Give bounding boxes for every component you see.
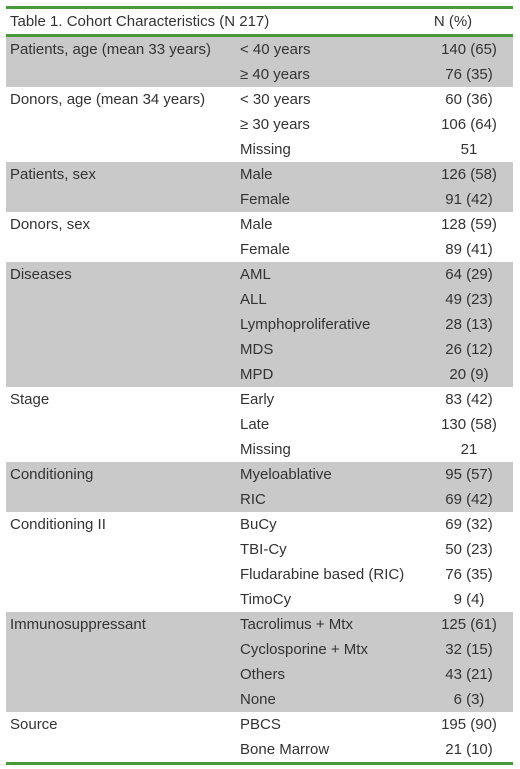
count-percent-value: 76 (35) [445, 66, 493, 83]
subcategory-label: Missing [240, 141, 291, 158]
category-label: Stage [10, 391, 50, 408]
category-label: Diseases [10, 266, 72, 283]
count-percent-value: 140 (65) [441, 41, 497, 58]
subcategory-label: Missing [240, 441, 291, 458]
row-group [6, 512, 513, 612]
subcategory-label: Female [240, 241, 291, 258]
count-percent-value: 83 (42) [445, 391, 493, 408]
table-row [6, 362, 513, 387]
subcategory-label: TimoCy [240, 591, 292, 608]
count-percent-value: 130 (58) [441, 416, 497, 433]
table-row [6, 62, 513, 87]
table-row [6, 337, 513, 362]
count-percent-value: 69 (32) [445, 516, 493, 533]
table-row [6, 687, 513, 712]
row-group [6, 37, 513, 87]
category-label: Donors, sex [10, 216, 91, 233]
table-row [6, 712, 513, 737]
count-percent-value: 32 (15) [445, 641, 493, 658]
table-row [6, 187, 513, 212]
count-percent-value: 91 (42) [445, 191, 493, 208]
count-percent-value: 128 (59) [441, 216, 497, 233]
subcategory-label: Male [240, 166, 273, 183]
table-row [6, 37, 513, 62]
subcategory-label: TBI-Cy [240, 541, 287, 558]
table-row [6, 87, 513, 112]
table-row [6, 162, 513, 187]
category-label: Patients, age (mean 33 years) [10, 41, 211, 58]
subcategory-label: < 30 years [240, 91, 311, 108]
table-row [6, 212, 513, 237]
row-group [6, 462, 513, 512]
subcategory-label: Others [240, 666, 286, 683]
table-row [6, 562, 513, 587]
table-row [6, 312, 513, 337]
count-percent-value: 49 (23) [445, 291, 493, 308]
subcategory-label: MDS [240, 341, 274, 358]
count-percent-value: 26 (12) [445, 341, 493, 358]
subcategory-label: ≥ 30 years [240, 116, 310, 133]
category-label: Source [10, 716, 58, 733]
table-header [6, 9, 513, 37]
category-label: Patients, sex [10, 166, 96, 183]
subcategory-label: AML [240, 266, 271, 283]
count-percent-value: 195 (90) [441, 716, 497, 733]
table-row [6, 637, 513, 662]
table-row [6, 387, 513, 412]
row-group [6, 262, 513, 387]
count-percent-value: 43 (21) [445, 666, 493, 683]
n-percent-header: N (%) [433, 13, 473, 30]
row-group [6, 212, 513, 262]
table-row [6, 537, 513, 562]
category-label: Conditioning [10, 466, 94, 483]
table-row [6, 587, 513, 612]
table-row [6, 612, 513, 637]
count-percent-value: 69 (42) [445, 491, 493, 508]
count-percent-value: 76 (35) [445, 566, 493, 583]
row-group [6, 87, 513, 162]
subcategory-label: Early [240, 391, 275, 408]
subcategory-label: MPD [240, 366, 274, 383]
subcategory-label: Tacrolimus + Mtx [240, 616, 353, 633]
count-percent-value: 126 (58) [441, 166, 497, 183]
row-group [6, 387, 513, 462]
subcategory-label: Late [240, 416, 270, 433]
count-percent-value: 95 (57) [445, 466, 493, 483]
count-percent-value: 89 (41) [445, 241, 493, 258]
count-percent-value: 28 (13) [445, 316, 493, 333]
subcategory-label: < 40 years [240, 41, 311, 58]
row-group [6, 712, 513, 762]
bottom-rule [6, 762, 513, 765]
cohort-table [6, 6, 513, 765]
row-group [6, 612, 513, 712]
subcategory-label: PBCS [240, 716, 281, 733]
table-row [6, 462, 513, 487]
table-row [6, 662, 513, 687]
subcategory-label: Female [240, 191, 291, 208]
subcategory-label: Cyclosporine + Mtx [240, 641, 368, 658]
subcategory-label: ≥ 40 years [240, 66, 310, 83]
table-row [6, 262, 513, 287]
table-row [6, 437, 513, 462]
count-percent-value: 64 (29) [445, 266, 493, 283]
subcategory-label: Bone Marrow [240, 741, 330, 758]
table-row [6, 237, 513, 262]
subcategory-label: Lymphoproliferative [240, 316, 371, 333]
count-percent-value: 9 (4) [453, 591, 485, 608]
subcategory-label: BuCy [240, 516, 277, 533]
count-percent-value: 125 (61) [441, 616, 497, 633]
subcategory-label: Fludarabine based (RIC) [240, 566, 405, 583]
category-label: Conditioning II [10, 516, 106, 533]
table-row [6, 412, 513, 437]
table-row [6, 137, 513, 162]
table-row [6, 112, 513, 137]
count-percent-value: 21 [460, 441, 478, 458]
subcategory-label: ALL [240, 291, 267, 308]
count-percent-value: 20 (9) [449, 366, 489, 383]
count-percent-value: 51 [460, 141, 478, 158]
table-row [6, 287, 513, 312]
count-percent-value: 60 (36) [445, 91, 493, 108]
table-row [6, 487, 513, 512]
table-row [6, 737, 513, 762]
table-body [6, 37, 513, 762]
category-label: Immunosuppressant [10, 616, 146, 633]
table-title: Table 1. Cohort Characteristics (N 217) [10, 13, 270, 30]
subcategory-label: Male [240, 216, 273, 233]
count-percent-value: 21 (10) [445, 741, 493, 758]
count-percent-value: 106 (64) [441, 116, 497, 133]
subcategory-label: RIC [240, 491, 266, 508]
count-percent-value: 50 (23) [445, 541, 493, 558]
subcategory-label: Myeloablative [240, 466, 332, 483]
table-row [6, 512, 513, 537]
category-label: Donors, age (mean 34 years) [10, 91, 206, 108]
count-percent-value: 6 (3) [453, 691, 485, 708]
subcategory-label: None [240, 691, 276, 708]
row-group [6, 162, 513, 212]
